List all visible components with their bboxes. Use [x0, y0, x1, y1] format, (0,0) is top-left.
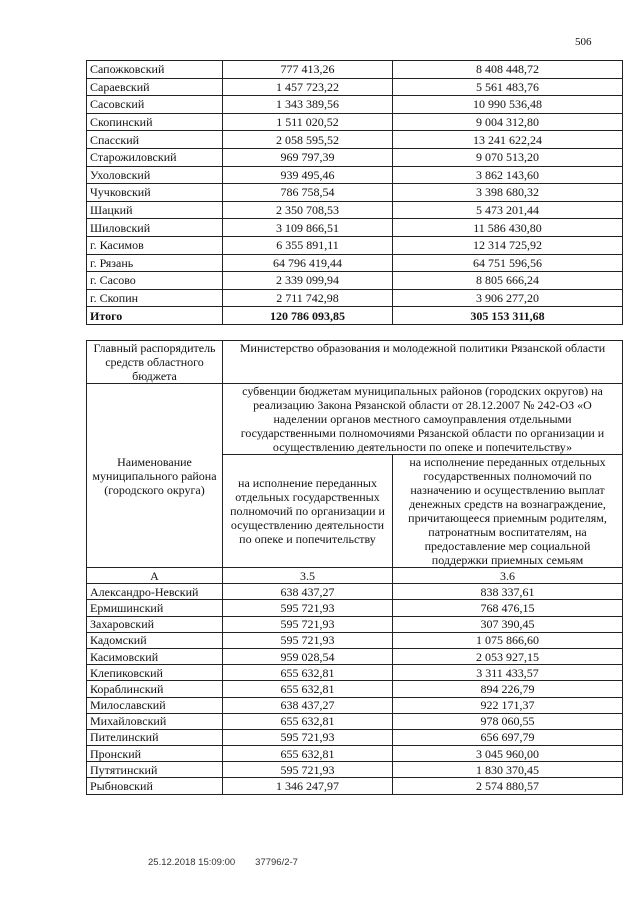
cell-value-2: 2 053 927,15 [393, 648, 623, 664]
table-row [87, 201, 623, 219]
table-row [87, 648, 623, 664]
header-budget-manager-label: Главный распорядитель средств областного бюджета [87, 341, 223, 384]
cell-value-1: 655 632,81 [223, 713, 393, 729]
cell-value-2: 3 862 143,60 [393, 166, 623, 184]
cell-value-1: 595 721,93 [223, 616, 393, 632]
cell-value-1: 595 721,93 [223, 762, 393, 778]
cell-municipality: Сапожковский [87, 61, 223, 79]
page-number: 506 [575, 36, 592, 48]
cell-value-2: 10 990 536,48 [393, 96, 623, 114]
cell-value-1: 777 413,26 [223, 61, 393, 79]
cell-municipality: Пронский [87, 746, 223, 762]
cell-value-2: 1 075 866,60 [393, 632, 623, 648]
column-label-3-5: 3.5 [223, 568, 393, 584]
header-column-guardianship: на исполнение переданных отдельных государственных полномочий по организации и осуществлению деятельности по опеке и попечительству [223, 455, 393, 568]
cell-municipality: Сараевский [87, 78, 223, 96]
cell-municipality: Рыбновский [87, 778, 223, 794]
cell-value-2: 5 561 483,76 [393, 78, 623, 96]
cell-municipality: Спасский [87, 131, 223, 149]
cell-municipality: Кадомский [87, 632, 223, 648]
cell-municipality: Итого [87, 307, 223, 325]
table-row [87, 713, 623, 729]
table-row [87, 778, 623, 794]
cell-value-2: 307 390,45 [393, 616, 623, 632]
table-row [87, 600, 623, 616]
table-row [87, 584, 623, 600]
cell-value-1: 120 786 093,85 [223, 307, 393, 325]
table-row [87, 746, 623, 762]
cell-municipality: Захаровский [87, 616, 223, 632]
column-label-a: А [87, 568, 223, 584]
cell-municipality: Путятинский [87, 762, 223, 778]
cell-value-1: 2 058 595,52 [223, 131, 393, 149]
cell-value-2: 8 805 666,24 [393, 272, 623, 290]
cell-value-1: 959 028,54 [223, 648, 393, 664]
cell-value-1: 1 343 389,56 [223, 96, 393, 114]
cell-value-2: 13 241 622,24 [393, 131, 623, 149]
cell-municipality: г. Рязань [87, 254, 223, 272]
table-row [87, 681, 623, 697]
cell-value-1: 655 632,81 [223, 665, 393, 681]
footer-doc-id: 37796/2-7 [255, 857, 298, 868]
cell-municipality: Ермишинский [87, 600, 223, 616]
cell-value-2: 3 045 960,00 [393, 746, 623, 762]
table-row [87, 131, 623, 149]
cell-value-2: 768 476,15 [393, 600, 623, 616]
cell-value-2: 8 408 448,72 [393, 61, 623, 79]
cell-value-1: 3 109 866,51 [223, 219, 393, 237]
cell-municipality: Клепиковский [87, 665, 223, 681]
cell-value-2: 2 574 880,57 [393, 778, 623, 794]
cell-value-1: 655 632,81 [223, 681, 393, 697]
table-row [87, 272, 623, 290]
cell-value-2: 894 226,79 [393, 681, 623, 697]
cell-value-2: 3 311 433,57 [393, 665, 623, 681]
cell-municipality: Чучковский [87, 184, 223, 202]
footer-timestamp: 25.12.2018 15:09:00 [148, 857, 236, 868]
cell-value-2: 5 473 201,44 [393, 201, 623, 219]
cell-municipality: Пителинский [87, 729, 223, 745]
table-row [87, 148, 623, 166]
table-row [87, 113, 623, 131]
cell-value-1: 1 457 723,22 [223, 78, 393, 96]
table-row [87, 184, 623, 202]
cell-value-2: 838 337,61 [393, 584, 623, 600]
table-row [87, 254, 623, 272]
table-row [87, 632, 623, 648]
column-label-3-6: 3.6 [393, 568, 623, 584]
table-row [87, 61, 623, 79]
table-row [87, 665, 623, 681]
table-row [87, 289, 623, 307]
cell-municipality: Шацкий [87, 201, 223, 219]
subvention-table [86, 340, 623, 795]
header-subvention-description: субвенции бюджетам муниципальных районов (городских округов) на реализацию Закона Рязанской области от 28.12.2007 № 242-ОЗ «О наделении органов местного самоуправления отдельными государственными полномочиями Рязанской области по организации и осуществлению деятельности по опеке и попечительству» [223, 384, 623, 455]
cell-value-2: 64 751 596,56 [393, 254, 623, 272]
cell-municipality: Александро-Невский [87, 584, 223, 600]
cell-municipality: г. Скопин [87, 289, 223, 307]
cell-value-1: 969 797,39 [223, 148, 393, 166]
cell-municipality: г. Сасово [87, 272, 223, 290]
cell-value-1: 595 721,93 [223, 600, 393, 616]
cell-value-1: 786 758,54 [223, 184, 393, 202]
cell-municipality: Старожиловский [87, 148, 223, 166]
cell-municipality: Ухоловский [87, 166, 223, 184]
cell-value-2: 978 060,55 [393, 713, 623, 729]
cell-value-1: 64 796 419,44 [223, 254, 393, 272]
cell-value-1: 638 437,27 [223, 584, 393, 600]
cell-municipality: Шиловский [87, 219, 223, 237]
cell-value-2: 12 314 725,92 [393, 236, 623, 254]
cell-value-2: 656 697,79 [393, 729, 623, 745]
cell-municipality: г. Касимов [87, 236, 223, 254]
cell-municipality: Михайловский [87, 713, 223, 729]
cell-value-1: 595 721,93 [223, 729, 393, 745]
table-row [87, 236, 623, 254]
cell-municipality: Касимовский [87, 648, 223, 664]
table-row [87, 96, 623, 114]
header-ministry-name: Министерство образования и молодежной политики Рязанской области [223, 341, 623, 384]
table-row [87, 307, 623, 325]
header-column-foster-payments: на исполнение переданных отдельных государственных полномочий по назначению и осуществлению выплат денежных средств на вознаграждение, причитающееся приемным родителям, патронатным воспитателям, на предоставление мер социальной поддержки приемных семьям [393, 455, 623, 568]
cell-municipality: Милославский [87, 697, 223, 713]
cell-value-2: 1 830 370,45 [393, 762, 623, 778]
table-row [87, 762, 623, 778]
cell-value-1: 6 355 891,11 [223, 236, 393, 254]
table-row [87, 166, 623, 184]
cell-value-2: 9 070 513,20 [393, 148, 623, 166]
table-row [87, 729, 623, 745]
cell-value-2: 11 586 430,80 [393, 219, 623, 237]
document-footer [148, 857, 298, 868]
cell-value-1: 2 350 708,53 [223, 201, 393, 219]
cell-value-2: 305 153 311,68 [393, 307, 623, 325]
cell-value-2: 3 906 277,20 [393, 289, 623, 307]
table-row [87, 219, 623, 237]
cell-value-1: 595 721,93 [223, 632, 393, 648]
cell-municipality: Кораблинский [87, 681, 223, 697]
cell-value-1: 1 346 247,97 [223, 778, 393, 794]
cell-value-1: 1 511 020,52 [223, 113, 393, 131]
summary-table-continued [86, 60, 623, 325]
table-row [87, 78, 623, 96]
table-row [87, 616, 623, 632]
cell-value-1: 2 339 099,94 [223, 272, 393, 290]
cell-municipality: Сасовский [87, 96, 223, 114]
header-municipality-label: Наименование муниципального района (городского округа) [87, 384, 223, 568]
cell-value-1: 638 437,27 [223, 697, 393, 713]
cell-value-2: 9 004 312,80 [393, 113, 623, 131]
cell-municipality: Скопинский [87, 113, 223, 131]
cell-value-2: 3 398 680,32 [393, 184, 623, 202]
cell-value-1: 2 711 742,98 [223, 289, 393, 307]
cell-value-1: 939 495,46 [223, 166, 393, 184]
cell-value-2: 922 171,37 [393, 697, 623, 713]
table-row [87, 697, 623, 713]
cell-value-1: 655 632,81 [223, 746, 393, 762]
